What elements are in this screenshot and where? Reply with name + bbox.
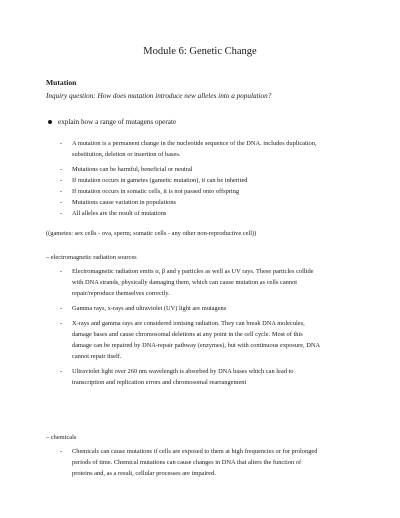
dot-point	[46, 118, 176, 126]
list-item-continued: damage bases and cause chromosomal deletions at any point in the cell cycle. Most of this	[72, 331, 303, 338]
list-item: - Chemicals can cause mutations if cells are exposed to them at high frequencies or for prolonged	[60, 448, 318, 455]
mutation-facts-list	[60, 138, 360, 219]
list-item: - Ultraviolet light over 260 nm wavelength is absorbed by DNA bases which can lead to	[60, 368, 294, 375]
chemicals-heading: – chemicals	[46, 434, 77, 441]
list-item: - A mutation is a permanent change in the nucleotide sequence of the DNA. includes duplication,	[60, 140, 317, 147]
page-title: Module 6: Genetic Change	[143, 46, 257, 57]
chemicals-list	[60, 446, 360, 479]
list-item: - Mutations can be harmful, beneficial or neutral	[60, 166, 193, 173]
list-item: - Mutations cause variation in populations	[60, 199, 177, 206]
list-item: - Gamma rays, x-rays and ultraviolet (UV) light are mutagens	[60, 305, 227, 312]
list-item-continued: proteins and, as a result, cellular processes are impaired.	[72, 470, 216, 477]
inquiry-question: Inquiry question: How does mutation introduce new alleles into a population?	[46, 92, 272, 100]
bullet-icon	[48, 120, 52, 124]
dot-point-text: explain how a range of mutagens operate	[58, 118, 177, 126]
list-item-continued: substitution, deletion or insertion of bases.	[72, 151, 181, 158]
section-heading: Mutation	[46, 78, 77, 87]
gametes-note: ((gametes: sex cells - ova, sperm; somatic cells - any other non-reproductive cell))	[46, 230, 257, 237]
list-item: - If mutation occurs in gametes (gametic mutation), it can be inherited	[60, 177, 248, 184]
list-item-continued: repair/reproduce themselves correctly.	[72, 290, 170, 297]
em-radiation-list	[60, 266, 360, 388]
list-item-continued: cannot repair itself.	[72, 353, 122, 360]
list-item: - All alleles are the result of mutations	[60, 210, 167, 217]
list-item-continued: damage can be repaired by DNA-repair pathway (enzymes), but with continuous exposure, DNA	[72, 342, 321, 349]
list-item: - Electromagnetic radiation emits α, β and γ particles as well as UV rays. These particles collide	[60, 268, 314, 275]
list-item: - If mutation occurs in somatic cells, it is not passed onto offspring	[60, 188, 240, 195]
list-item-continued: transcription and replication errors and chromosomal rearrangement	[72, 379, 247, 386]
list-item: - X-rays and gamma rays are considered ionising radiation. They can break DNA molecules,	[60, 320, 305, 327]
list-item-continued: with DNA strands, physically damaging them, which can cause mutation as cells cannot	[72, 279, 298, 286]
list-item-continued: periods of time. Chemical mutations can cause changes in DNA that alters the function of	[72, 459, 302, 466]
em-heading: – electromagnetic radiation sources	[46, 254, 137, 261]
